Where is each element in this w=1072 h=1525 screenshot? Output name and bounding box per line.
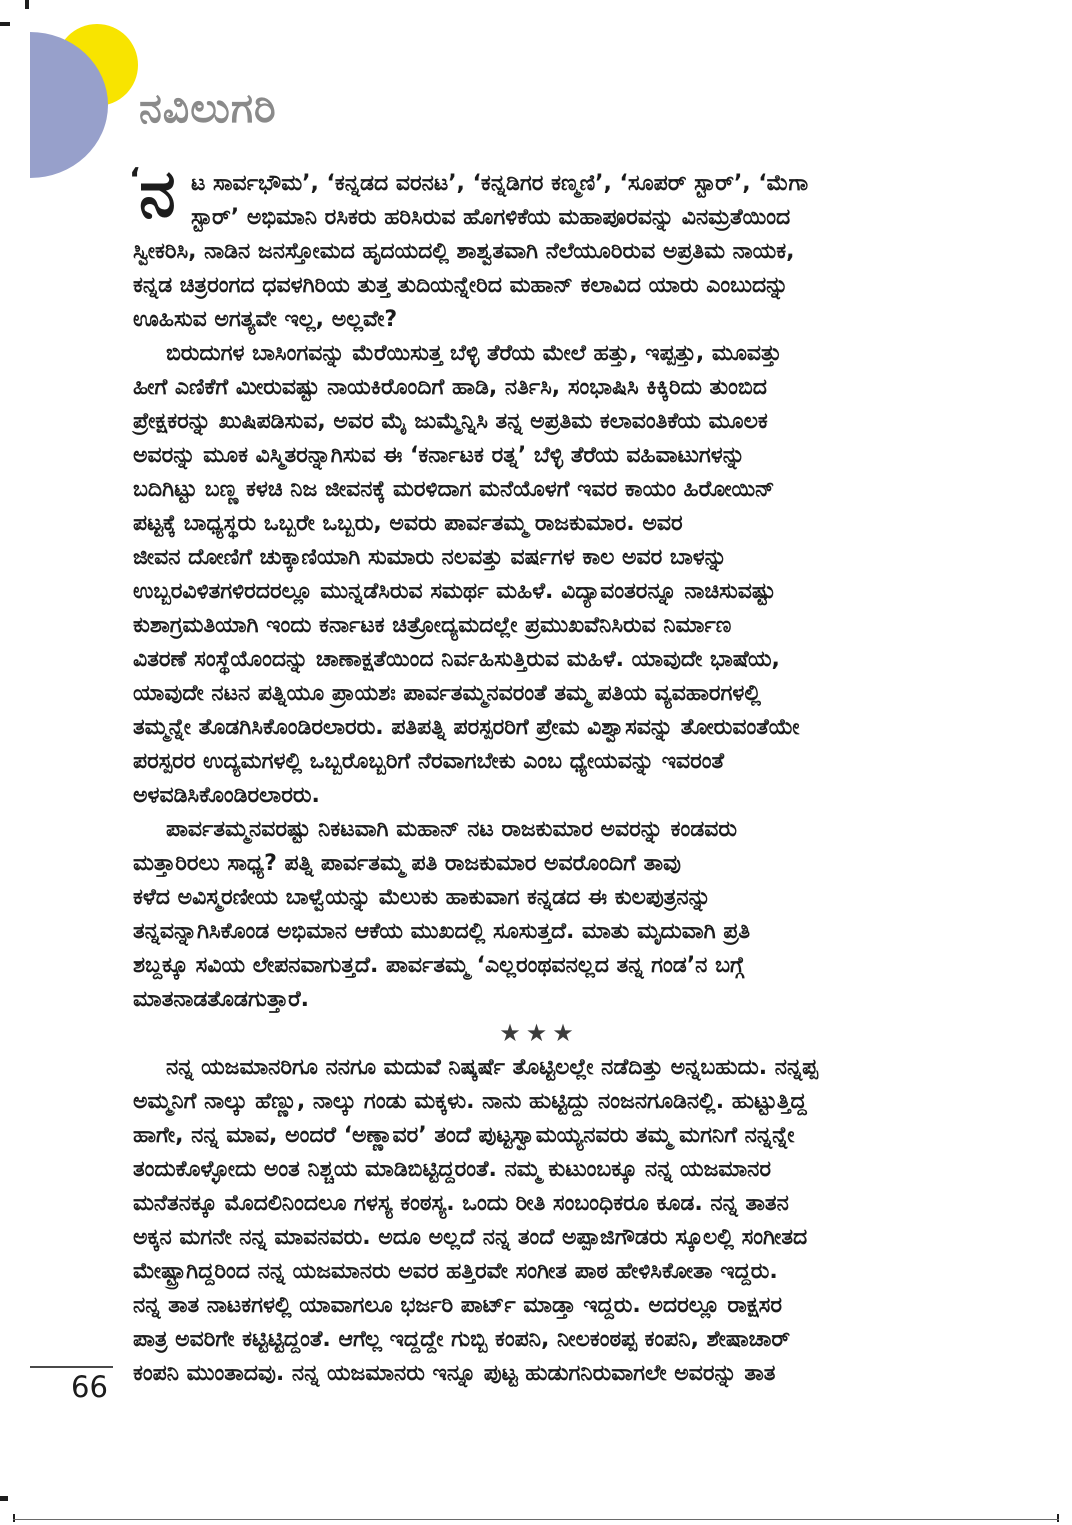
folio-rule <box>30 1366 113 1368</box>
text-line: ಅವರನ್ನು ಮೂಕ ವಿಸ್ಮಿತರನ್ನಾಗಿಸುವ ಈ ‘ಕರ್ನಾಟಕ ರತ್ನ’ ಬೆಳ್ಳಿ ತೆರೆಯ ವಹಿವಾಟುಗಳನ್ನು <box>133 443 745 468</box>
text-line: ಮತ್ತಾರಿರಲು ಸಾಧ್ಯ? ಪತ್ನಿ ಪಾರ್ವತಮ್ಮ ಪತಿ ರಾಜಕುಮಾರ ಅವರೊಂದಿಗೆ ತಾವು <box>133 851 681 876</box>
chapter-title: ನವಿಲುಗರಿ <box>139 84 277 132</box>
text-line: ಪ್ರೇಕ್ಷಕರನ್ನು ಖುಷಿಪಡಿಸುವ, ಅವರ ಮೈ ಜುಮ್ಮೆನ್ನಿಸಿ ತನ್ನ ಅಪ್ರತಿಮ ಕಲಾವಂತಿಕೆಯ ಮೂಲಕ <box>133 409 768 434</box>
crop-mark-rule-left <box>13 1514 15 1522</box>
text-line: ಮಾತನಾಡತೊಡಗುತ್ತಾರೆ. <box>133 987 310 1012</box>
text-line: ಕಳೆದ ಅವಿಸ್ಮರಣೀಯ ಬಾಳ್ವೆಯನ್ನು ಮೆಲುಕು ಹಾಕುವಾಗ ಕನ್ನಡದ ಈ ಕುಲಪುತ್ರನನ್ನು <box>133 885 711 910</box>
text-line: ಸ್ವೀಕರಿಸಿ, ನಾಡಿನ ಜನಸ್ತೋಮದ ಹೃದಯದಲ್ಲಿ ಶಾಶ್ವತವಾಗಿ ನೆಲೆಯೂರಿರುವ ಅಪ್ರತಿಮ ನಾಯಕ, <box>133 239 795 264</box>
text-line: ಪಾರ್ವತಮ್ಮನವರಷ್ಟು ನಿಕಟವಾಗಿ ಮಹಾನ್ ನಟ ರಾಜಕುಮಾರ ಅವರನ್ನು ಕಂಡವರು <box>166 817 738 842</box>
paragraph-1 <box>129 155 945 337</box>
text-line: ಕಂಪನಿ ಮುಂತಾದವು. ನನ್ನ ಯಜಮಾನರು ಇನ್ನೂ ಪುಟ್ಟ ಹುಡುಗನಿರುವಾಗಲೇ ಅವರನ್ನು ತಾತ <box>133 1361 776 1386</box>
text-line: ತಮ್ಮನ್ನೇ ತೊಡಗಿಸಿಕೊಂಡಿರಲಾರರು. ಪತಿಪತ್ನಿ ಪರಸ್ಪರರಿಗೆ ಪ್ರೇಮ ವಿಶ್ವಾಸವನ್ನು ತೋರುವಂತೆಯೇ <box>133 715 800 740</box>
text-line: ಮನೆತನಕ್ಕೂ ಮೊದಲಿನಿಂದಲೂ ಗಳಸ್ಯ ಕಂಠಸ್ಯ. ಒಂದು ರೀತಿ ಸಂಬಂಧಿಕರೂ ಕೂಡ. ನನ್ನ ತಾತನ <box>133 1191 789 1216</box>
drop-cap-quote: ‘ <box>129 162 141 197</box>
text-line: ಟ ಸಾರ್ವಭೌಮ’, ‘ಕನ್ನಡದ ವರನಟ’, ‘ಕನ್ನಡಿಗರ ಕಣ್ಮಣಿ’, ‘ಸೂಪರ್ ಸ್ಟಾರ್’, ‘ಮೆಗಾ <box>191 171 809 196</box>
text-line: ಸ್ಟಾರ್’ ಅಭಿಮಾನಿ ರಸಿಕರು ಹರಿಸಿರುವ ಹೊಗಳಿಕೆಯ ಮಹಾಪೂರವನ್ನು ವಿನಮ್ರತೆಯಿಂದ <box>191 205 791 230</box>
text-line: ಕನ್ನಡ ಚಿತ್ರರಂಗದ ಧವಳಗಿರಿಯ ತುತ್ತ ತುದಿಯನ್ನೇರಿದ ಮಹಾನ್ ಕಲಾವಿದ ಯಾರು ಎಂಬುದನ್ನು <box>133 273 789 298</box>
article-body <box>129 155 945 1391</box>
text-line: ಮೇಷ್ಟ್ರಾಗಿದ್ದರಿಂದ ನನ್ನ ಯಜಮಾನರು ಅವರ ಹತ್ತಿರವೇ ಸಂಗೀತ ಪಾಠ ಹೇಳಿಸಿಕೋತಾ ಇದ್ದರು. <box>133 1259 778 1284</box>
text-line: ಅಳವಡಿಸಿಕೊಂಡಿರಲಾರರು. <box>133 783 320 808</box>
crop-mark-rule-right <box>1057 1514 1059 1522</box>
drop-cap <box>129 155 191 233</box>
text-line: ಬಿರುದುಗಳ ಬಾಸಿಂಗವನ್ನು ಮೆರೆಯಿಸುತ್ತ ಬೆಳ್ಳಿ ತೆರೆಯ ಮೇಲೆ ಹತ್ತು, ಇಪ್ಪತ್ತು, ಮೂವತ್ತು <box>166 341 782 366</box>
crop-mark-left <box>0 22 10 26</box>
text-line: ವಿತರಣೆ ಸಂಸ್ಥೆಯೊಂದನ್ನು ಚಾಣಾಕ್ಷತೆಯಿಂದ ನಿರ್ವಹಿಸುತ್ತಿರುವ ಮಹಿಳೆ. ಯಾವುದೇ ಭಾಷೆಯ, <box>133 647 780 672</box>
text-line: ಉಬ್ಬರವಿಳಿತಗಳಿರದರಲ್ಲೂ ಮುನ್ನಡೆಸಿರುವ ಸಮರ್ಥ ಮಹಿಳೆ. ವಿದ್ಯಾವಂತರನ್ನೂ ನಾಚಿಸುವಷ್ಟು <box>133 579 776 604</box>
page-number: 66 <box>71 1370 108 1404</box>
star-separator: ★★★ <box>499 1019 579 1047</box>
text-line: ತನ್ನವನ್ನಾಗಿಸಿಕೊಂಡ ಅಭಿಮಾನ ಆಕೆಯ ಮುಖದಲ್ಲಿ ಸೂಸುತ್ತದೆ. ಮಾತು ಮೃದುವಾಗಿ ಪ್ರತಿ <box>133 919 751 944</box>
text-line: ಊಹಿಸುವ ಅಗತ್ಯವೇ ಇಲ್ಲ, ಅಲ್ಲವೇ? <box>133 307 398 332</box>
text-line: ಪರಸ್ಪರರ ಉದ್ಯಮಗಳಲ್ಲಿ ಒಬ್ಬರೊಬ್ಬರಿಗೆ ನೆರವಾಗಬೇಕು ಎಂಬ ಧ್ಯೇಯವನ್ನು ಇವರಂತೆ <box>133 749 725 774</box>
text-line: ಕುಶಾಗ್ರಮತಿಯಾಗಿ ಇಂದು ಕರ್ನಾಟಕ ಚಿತ್ರೋದ್ಯಮದಲ್ಲೇ ಪ್ರಮುಖವೆನಿಸಿರುವ ನಿರ್ಮಾಣ <box>133 613 732 638</box>
text-line: ತಂದುಕೊಳ್ಳೋದು ಅಂತ ನಿಶ್ಚಯ ಮಾಡಿಬಿಟ್ಟಿದ್ದರಂತೆ. ನಮ್ಮ ಕುಟುಂಬಕ್ಕೂ ನನ್ನ ಯಜಮಾನರ <box>133 1157 771 1182</box>
text-line: ಬದಿಗಿಟ್ಟು ಬಣ್ಣ ಕಳಚಿ ನಿಜ ಜೀವನಕ್ಕೆ ಮರಳಿದಾಗ ಮನೆಯೊಳಗೆ ಇವರ ಕಾಯಂ ಹಿರೋಯಿನ್ <box>133 477 775 502</box>
paragraph-3 <box>133 813 945 1017</box>
crop-mark-top <box>25 0 29 9</box>
text-line: ಅಕ್ಕನ ಮಗನೇ ನನ್ನ ಮಾವನವರು. ಅದೂ ಅಲ್ಲದೆ ನನ್ನ ತಂದೆ ಅಪ್ಪಾಜಿಗೌಡರು ಸ್ಕೂಲಲ್ಲಿ ಸಂಗೀತದ <box>133 1225 808 1250</box>
page-bottom-rule <box>13 1519 1059 1520</box>
text-line: ಹೀಗೆ ಎಣಿಕೆಗೆ ಮೀರುವಷ್ಟು ನಾಯಕಿರೊಂದಿಗೆ ಹಾಡಿ, ನರ್ತಿಸಿ, ಸಂಭಾಷಿಸಿ ಕಿಕ್ಕಿರಿದು ತುಂಬಿದ <box>133 375 767 400</box>
text-line: ಶಬ್ದಕ್ಕೂ ಸವಿಯ ಲೇಪನವಾಗುತ್ತದೆ. ಪಾರ್ವತಮ್ಮ ‘ಎಲ್ಲರಂಥವನಲ್ಲದ ತನ್ನ ಗಂಡ’ನ ಬಗ್ಗೆ <box>133 953 745 978</box>
paragraph-2 <box>133 337 945 813</box>
text-line: ನನ್ನ ಯಜಮಾನರಿಗೂ ನನಗೂ ಮದುವೆ ನಿಷ್ಕರ್ಷೆ ತೊಟ್ಟಿಲಲ್ಲೇ ನಡೆದಿತ್ತು ಅನ್ನಬಹುದು. ನನ್ನಪ್ಪ <box>166 1055 818 1080</box>
text-line: ಯಾವುದೇ ನಟನ ಪತ್ನಿಯೂ ಪ್ರಾಯಶಃ ಪಾರ್ವತಮ್ಮನವರಂತೆ ತಮ್ಮ ಪತಿಯ ವ್ಯವಹಾರಗಳಲ್ಲಿ <box>133 681 761 706</box>
text-line: ಅಮ್ಮನಿಗೆ ನಾಲ್ಕು ಹೆಣ್ಣು, ನಾಲ್ಕು ಗಂಡು ಮಕ್ಕಳು. ನಾನು ಹುಟ್ಟಿದ್ದು ನಂಜನಗೂಡಿನಲ್ಲಿ. ಹುಟ್ಟುತ್ತಿದ್ದ <box>133 1089 807 1114</box>
text-line: ಹಾಗೇ, ನನ್ನ ಮಾವ, ಅಂದರೆ ‘ಅಣ್ಣಾವರ’ ತಂದೆ ಪುಟ್ಟಸ್ವಾಮಯ್ಯನವರು ತಮ್ಮ ಮಗನಿಗೆ ನನ್ನನ್ನೇ <box>133 1123 795 1148</box>
text-line: ನನ್ನ ತಾತ ನಾಟಕಗಳಲ್ಲಿ ಯಾವಾಗಲೂ ಭರ್ಜರಿ ಪಾರ್ಟ್ ಮಾಡ್ತಾ ಇದ್ದರು. ಅದರಲ್ಲೂ ರಾಕ್ಷಸರ <box>133 1293 782 1318</box>
text-line: ಪಟ್ಟಕ್ಕೆ ಬಾಧ್ಯಸ್ಥರು ಒಬ್ಬರೇ ಒಬ್ಬರು, ಅವರು ಪಾರ್ವತಮ್ಮ ರಾಜಕುಮಾರ. ಅವರ <box>133 511 683 536</box>
text-line: ಜೀವನ ದೋಣಿಗೆ ಚುಕ್ಕಾಣಿಯಾಗಿ ಸುಮಾರು ನಲವತ್ತು ವರ್ಷಗಳ ಕಾಲ ಅವರ ಬಾಳನ್ನು <box>133 545 727 570</box>
paragraph-4 <box>133 1051 945 1391</box>
text-line: ಪಾತ್ರ ಅವರಿಗೇ ಕಟ್ಟಿಟ್ಟಿದ್ದಂತೆ. ಆಗೆಲ್ಲ ಇದ್ದದ್ದೇ ಗುಬ್ಬಿ ಕಂಪನಿ, ನೀಲಕಂಠಪ್ಪ ಕಂಪನಿ, ಶೇಷಾಚಾರ್ <box>133 1327 791 1352</box>
drop-cap-letter: ನ <box>139 155 176 232</box>
crop-mark-bottom-left <box>0 1496 8 1501</box>
